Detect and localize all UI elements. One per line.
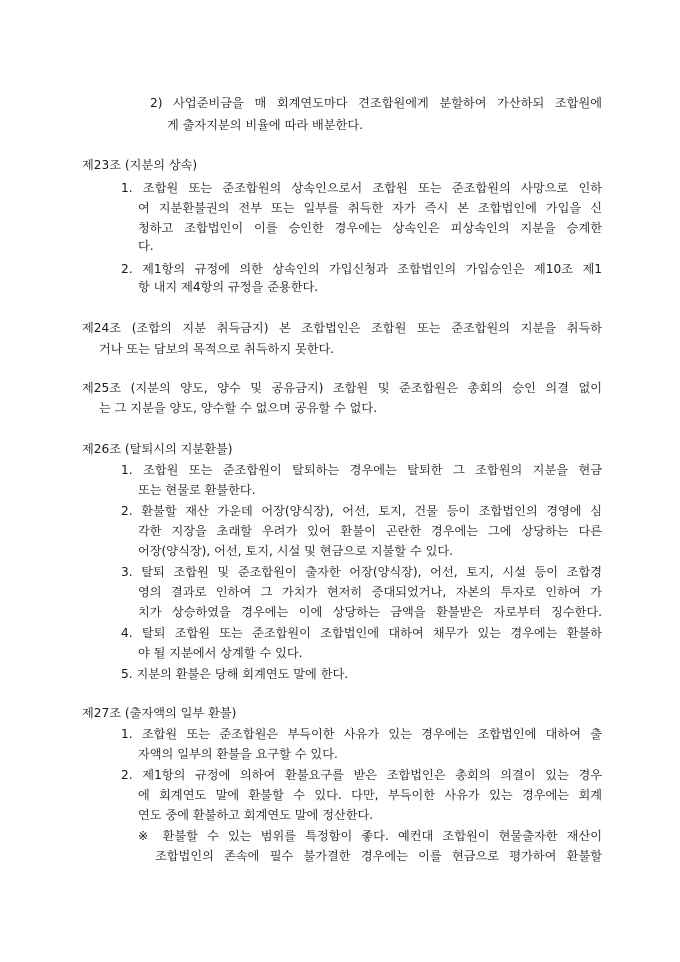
article-26-item-1-line-2: 또는 현물로 환불한다. <box>138 483 256 497</box>
article-26-item-2-line-3: 어장(양식장), 어선, 토지, 시설 및 현금으로 지불할 수 있다. <box>138 544 454 558</box>
article-27-heading: 제27조 (출자액의 일부 환불) <box>82 706 237 720</box>
article-26-item-5: 5. 지분의 환불은 당해 회계연도 말에 한다. <box>121 667 349 681</box>
article-26-item-4-line-2: 야 될 지분에서 상계할 수 있다. <box>138 646 303 660</box>
article-26-item-3-line-3: 치가 상승하였을 경우에는 이에 상당하는 금액을 환불받은 자로부터 징수한다. <box>138 605 602 619</box>
article-23-item-2-line-1: 2. 제1항의 규정에 의한 상속인의 가입신청과 조합법인의 가입승인은 제10조 제1 <box>121 262 602 276</box>
article-26-heading: 제26조 (탈퇴시의 지분환불) <box>82 442 233 456</box>
article-23-item-1-line-2: 여 지분환불권의 전부 또는 일부를 취득한 자가 즉시 본 조합법인에 가입을 신 <box>138 201 602 215</box>
article-22-item-2-line-2: 게 출자지분의 비율에 따라 배분한다. <box>167 118 363 132</box>
article-23-item-2-line-2: 항 내지 제4항의 규정을 준용한다. <box>138 280 319 294</box>
article-26-item-4-line-1: 4. 탈퇴 조합원 또는 준조합원이 조합법인에 대하여 채무가 있는 경우에는 환불하 <box>121 626 602 640</box>
article-27-item-1-line-2: 자액의 일부의 환불을 요구할 수 있다. <box>138 747 338 761</box>
article-25-line-2: 는 그 지분을 양도, 양수할 수 없으며 공유할 수 없다. <box>99 401 378 415</box>
article-27-note-line-2: 조합법인의 존속에 필수 불가결한 경우에는 이를 현금으로 평가하여 환불할 <box>155 849 602 863</box>
article-27-item-2-line-3: 연도 중에 환불하고 회계연도 말에 정산한다. <box>138 808 374 822</box>
article-24-line-1: 제24조 (조합의 지분 취득금지) 본 조합법인은 조합원 또는 준조합원의 지분을 취득하 <box>82 321 602 335</box>
article-27-note-line-1: ※ 환불할 수 있는 범위를 특정함이 좋다. 예컨대 조합원이 현물출자한 재산이 <box>138 829 602 843</box>
article-23-item-1-line-4: 다. <box>138 239 154 253</box>
article-23-item-1-line-1: 1. 조합원 또는 준조합원의 상속인으로서 조합원 또는 준조합원의 사망으로 인하 <box>121 181 602 195</box>
article-24-line-2: 거나 또는 담보의 목적으로 취득하지 못한다. <box>99 342 335 356</box>
article-27-item-2-line-2: 에 회계연도 말에 환불할 수 있다. 다만, 부득이한 사유가 있는 경우에는 회계 <box>138 788 602 802</box>
article-23-item-1-line-3: 청하고 조합법인이 이를 승인한 경우에는 상속인은 피상속인의 지분을 승계한 <box>138 221 602 235</box>
article-26-item-3-line-1: 3. 탈퇴 조합원 및 준조합원이 출자한 어장(양식장), 어선, 토지, 시설 등이 조합경 <box>121 565 602 579</box>
article-26-item-3-line-2: 영의 결과로 인하여 그 가치가 현저히 증대되었거나, 자본의 투자로 인하여 가 <box>138 585 602 599</box>
article-23-heading: 제23조 (지분의 상속) <box>82 158 198 172</box>
article-25-line-1: 제25조 (지분의 양도, 양수 및 공유금지) 조합원 및 준조합원은 총회의 승인 의결 없이 <box>82 381 602 395</box>
article-27-item-1-line-1: 1. 조합원 또는 준조합원은 부득이한 사유가 있는 경우에는 조합법인에 대하여 출 <box>121 727 602 741</box>
article-26-item-1-line-1: 1. 조합원 또는 준조합원이 탈퇴하는 경우에는 탈퇴한 그 조합원의 지분을 현금 <box>121 463 602 477</box>
article-22-item-2-line-1: 2) 사업준비금을 매 회계연도마다 견조합원에게 분할하여 가산하되 조합원에 <box>150 96 602 110</box>
article-27-item-2-line-1: 2. 제1항의 규정에 의하여 환불요구를 받은 조합법인은 총회의 의결이 있는 경우 <box>121 768 602 782</box>
article-26-item-2-line-2: 각한 지장을 초래할 우려가 있어 환불이 곤란한 경우에는 그에 상당하는 다른 <box>138 524 602 538</box>
article-26-item-2-line-1: 2. 환불할 재산 가운데 어장(양식장), 어선, 토지, 건물 등이 조합법인의 경영에 심 <box>121 504 602 518</box>
